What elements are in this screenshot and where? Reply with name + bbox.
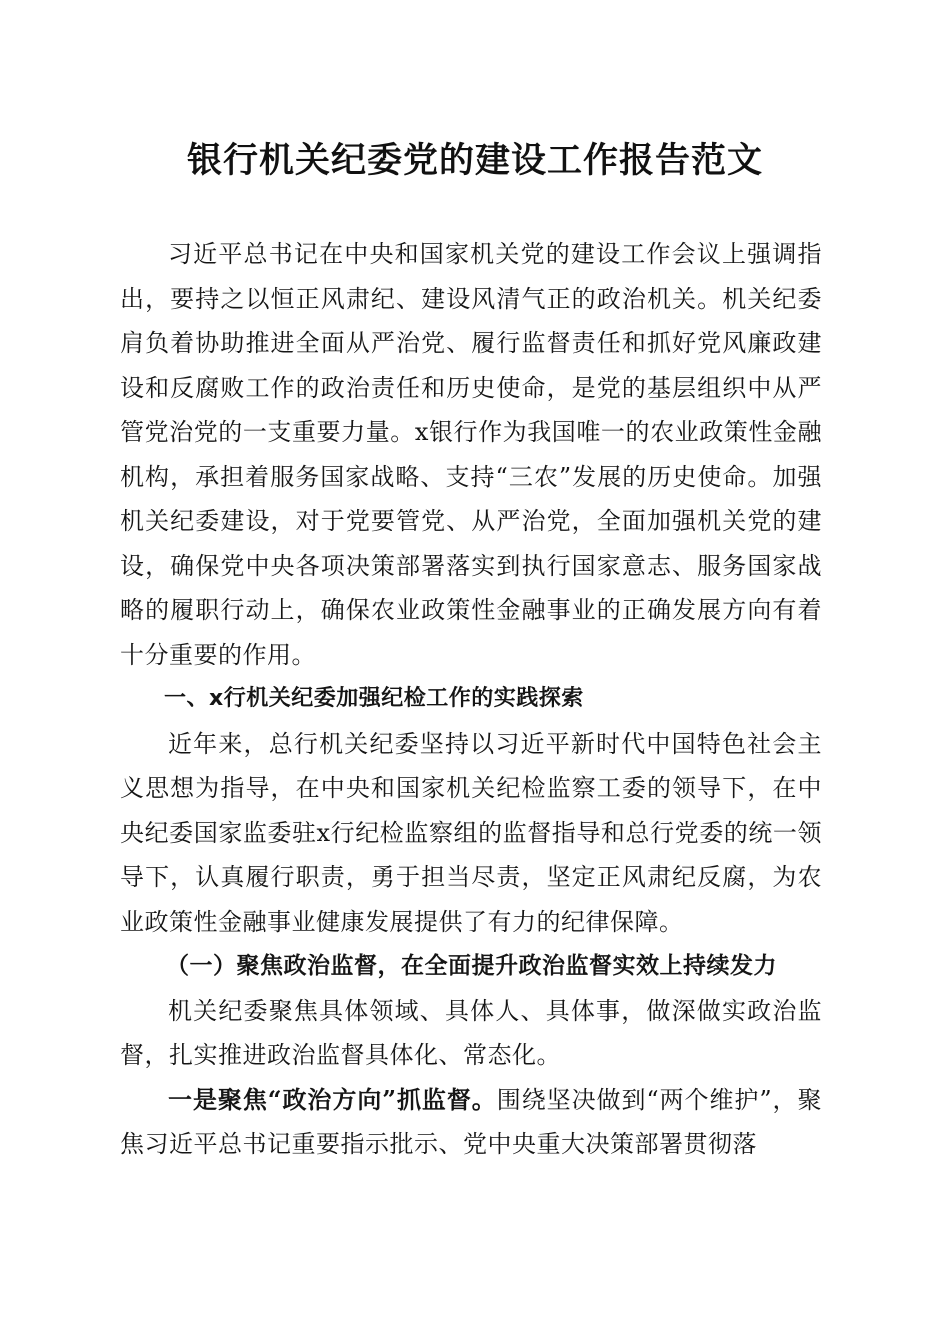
intro-paragraph: 习近平总书记在中央和国家机关党的建设工作会议上强调指出，要持之以恒正风肃纪、建设风清气正的政治机关。机关纪委肩负着协助推进全面从严治党、履行监督责任和抓好党风廉政建设和反腐败工作的政治责任和历史使命，是党的基层组织中从严管党治党的一支重要力量。x银行作为我国唯一的农业政策性金融机构，承担着服务国家战略、支持“三农”发展的历史使命。加强机关纪委建设，对于党要管党、从严治党，全面加强机关党的建设，确保党中央各项决策部署落实到执行国家意志、服务国家战略的履职行动上，确保农业政策性金融事业的正确发展方向有着十分重要的作用。	[120, 240, 822, 669]
document-title: 银行机关纪委党的建设工作报告范文	[186, 140, 763, 181]
section-1-paragraph: 近年来，总行机关纪委坚持以习近平新时代中国特色社会主义思想为指导，在中央和国家机关纪检监察工委的领导下，在中央纪委国家监委驻x行纪检监察组的监督指导和总行党委的统一领导下，认真履行职责，勇于担当尽责，坚定正风肃纪反腐，为农业政策性金融事业健康发展提供了有力的纪律保障。	[120, 729, 822, 936]
point-1-text: 围绕坚决做到“两个维护”，聚焦习近平总书记重要指示批示、党中央重大决策部署贯彻落	[120, 1085, 822, 1158]
subsection-1-heading: （一）聚焦政治监督，在全面提升政治监督实效上持续发力	[166, 952, 777, 979]
section-1-heading: 一、x行机关纪委加强纪检工作的实践探索	[164, 686, 584, 711]
document-body	[120, 232, 822, 1167]
subsection-1-paragraph: 机关纪委聚焦具体领域、具体人、具体事，做深做实政治监督，扎实推进政治监督具体化、常态化。	[120, 996, 822, 1069]
point-1-lead: 一是聚焦“政治方向”抓监督。	[168, 1084, 497, 1114]
point-1-paragraph	[120, 1078, 822, 1167]
